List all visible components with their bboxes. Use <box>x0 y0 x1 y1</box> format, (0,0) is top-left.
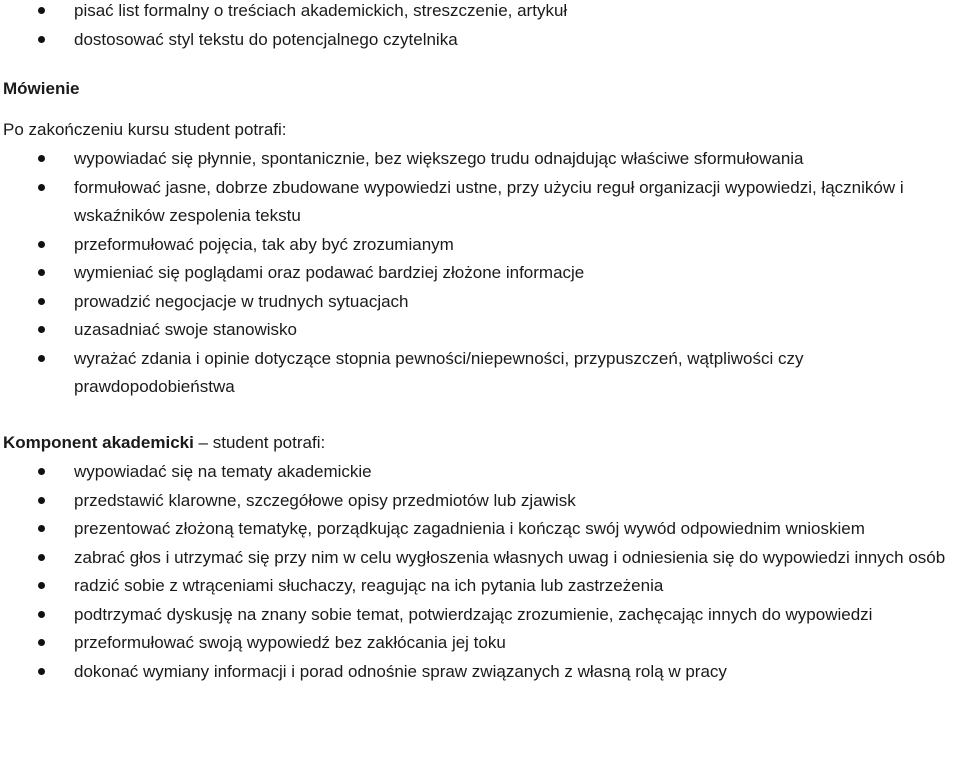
academic-skills-list <box>0 458 960 686</box>
list-item: przedstawić klarowne, szczegółowe opisy przedmiotów lub zjawisk <box>0 487 960 516</box>
list-item: dokonać wymiany informacji i porad odnośnie spraw związanych z własną rolą w pracy <box>0 658 960 687</box>
section-heading-academic <box>0 429 960 458</box>
list-item: wyrażać zdania i opinie dotyczące stopnia pewności/niepewności, przypuszczeń, wątpliwości czy prawdopodobieństwa <box>0 345 960 402</box>
list-item: uzasadniać swoje stanowisko <box>0 316 960 345</box>
list-item: zabrać głos i utrzymać się przy nim w celu wygłoszenia własnych uwag i odniesienia się do wypowiedzi innych osób <box>0 544 960 573</box>
academic-heading-rest: – student potrafi: <box>193 433 326 452</box>
list-item: dostosować styl tekstu do potencjalnego czytelnika <box>0 26 960 55</box>
list-item: formułować jasne, dobrze zbudowane wypowiedzi ustne, przy użyciu reguł organizacji wypowiedzi, łączników i wskaźników zespolenia tekstu <box>0 174 960 231</box>
list-item: przeformułować swoją wypowiedź bez zakłócania jej toku <box>0 629 960 658</box>
list-item: radzić sobie z wtrąceniami słuchaczy, reagując na ich pytania lub zastrzeżenia <box>0 572 960 601</box>
list-item: prezentować złożoną tematykę, porządkując zagadnienia i kończąc swój wywód odpowiednim wnioskiem <box>0 515 960 544</box>
list-item: wypowiadać się na tematy akademickie <box>0 458 960 487</box>
list-item: wypowiadać się płynnie, spontanicznie, bez większego trudu odnajdując właściwe sformułowania <box>0 145 960 174</box>
academic-heading-bold: Komponent akademicki <box>3 433 194 452</box>
writing-skills-list <box>0 0 960 54</box>
list-item: pisać list formalny o treściach akademickich, streszczenie, artykuł <box>0 0 960 26</box>
section-heading-speaking: Mówienie <box>3 79 80 98</box>
list-item: przeformułować pojęcia, tak aby być zrozumianym <box>0 231 960 260</box>
course-outcome-intro: Po zakończeniu kursu student potrafi: <box>3 120 287 139</box>
list-item: wymieniać się poglądami oraz podawać bardziej złożone informacje <box>0 259 960 288</box>
list-item: podtrzymać dyskusję na znany sobie temat, potwierdzając zrozumienie, zachęcając innych do wypowiedzi <box>0 601 960 630</box>
list-item: prowadzić negocjacje w trudnych sytuacjach <box>0 288 960 317</box>
speaking-skills-list <box>0 145 960 402</box>
